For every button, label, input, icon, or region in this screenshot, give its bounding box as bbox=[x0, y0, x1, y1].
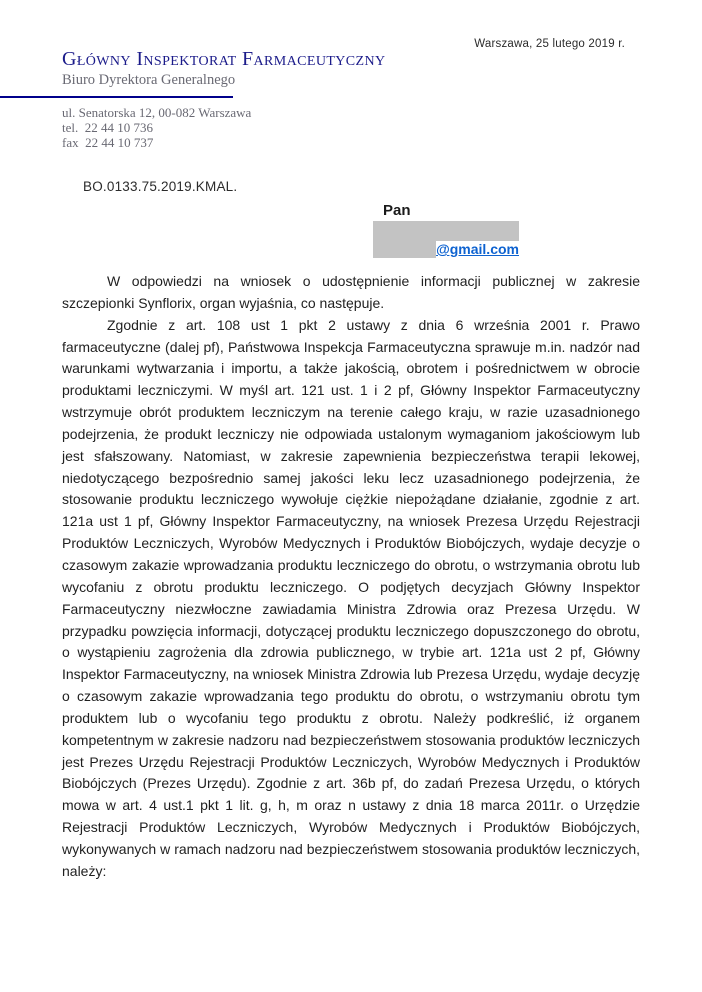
body-paragraph-intro: W odpowiedzi na wniosek o udostępnienie informacji publicznej w zakresie szczepionki Synflorix, organ wyjaśnia, co następuje. bbox=[62, 273, 640, 311]
fax-number: fax 22 44 10 737 bbox=[62, 134, 154, 150]
date-line: Warszawa, 25 lutego 2019 r. bbox=[474, 38, 625, 50]
street-address: ul. Senatorska 12, 00-082 Warszawa bbox=[62, 105, 252, 120]
department-name: Biuro Dyrektora Generalnego bbox=[62, 72, 236, 88]
phone-number: tel. 22 44 10 736 bbox=[62, 119, 153, 135]
redaction-bar-name bbox=[373, 221, 519, 241]
reference-number: BO.0133.75.2019.KMAL. bbox=[83, 179, 238, 194]
letterhead-contact-block bbox=[62, 106, 251, 150]
recipient-email-link[interactable]: @gmail.com bbox=[436, 241, 519, 257]
organization-name: Główny Inspektorat Farmaceutyczny bbox=[62, 48, 386, 70]
redaction-bar-email-local bbox=[373, 241, 436, 258]
recipient-salutation: Pan bbox=[383, 202, 411, 219]
letterhead-divider bbox=[0, 96, 233, 98]
recipient-block bbox=[373, 203, 519, 258]
recipient-email-row bbox=[373, 241, 519, 258]
letter-body bbox=[62, 271, 640, 883]
body-paragraph-legal: Zgodnie z art. 108 ust 1 pkt 2 ustawy z dnia 6 września 2001 r. Prawo farmaceutyczne (dalej pf), Państwowa Inspekcja Farmaceutyczna sprawuje m.in. nadzór nad warunkami wytwarzania i importu, a także jakością, obrotem i pośrednictwem w obrocie produktami leczniczymi. W myśl art. 121 ust. 1 i 2 pf, Główny Inspektor Farmaceutyczny wstrzymuje obrót produktem leczniczym na terenie całego kraju, w razie uzasadnionego podejrzenia, że produkt leczniczy nie odpowiada ustalonym wymaganiom jakościowym lub jest sfałszowany. Natomiast, w zakresie zapewnienia bezpieczeństwa terapii lekowej, niedotyczącego bezpośrednio samej jakości leku lecz uzasadnionego podejrzenia, że stosowanie produktu leczniczego wywołuje ciężkie niepożądane działanie, zgodnie z art. 121a ust 1 pf, Główny Inspektor Farmaceutyczny, na wniosek Prezesa Urzędu Rejestracji Produktów Leczniczych, Wyrobów Medycznych i Produktów Biobójczych, wydaje decyzje o czasowym zakazie wprowadzania produktu leczniczego do obrotu, o wstrzymania obrotu lub wycofaniu z obrotu produktu leczniczego. O podjętych decyzjach Główny Inspektor Farmaceutyczny niezwłoczne zawiadamia Ministra Zdrowia oraz Prezesa Urzędu. W przypadku powzięcia informacji, dotyczącej produktu leczniczego dopuszczonego do obrotu, o wystąpieniu zagrożenia dla zdrowia publicznego, w trybie art. 121a ust 2 pf, Główny Inspektor Farmaceutyczny, na wniosek Ministra Zdrowia lub Prezesa Urzędu, wydaje decyzję o czasowym zakazie wprowadzania tego produktu do obrotu, o wstrzymaniu obrotu tym produktem lub o wycofaniu tego produktu z obrotu. Należy podkreślić, iż organem kompetentnym w zakresie nadzoru nad bezpieczeństwem stosowania produktów leczniczych jest Prezes Urzędu Rejestracji Produktów Leczniczych, Wyrobów Medycznych i Produktów Biobójczych (Prezes Urzędu). Zgodnie z art. 36b pf, do zadań Prezesa Urzędu, o których mowa w art. 4 ust.1 pkt 1 lit. g, h, m oraz n ustawy z dnia 18 marca 2011r. o Urzędzie Rejestracji Produktów Leczniczych, Wyrobów Medycznych i Produktów Biobójczych, wykonywanych w ramach nadzoru nad bezpieczeństwem stosowania produktów leczniczych, należy: bbox=[62, 316, 640, 879]
